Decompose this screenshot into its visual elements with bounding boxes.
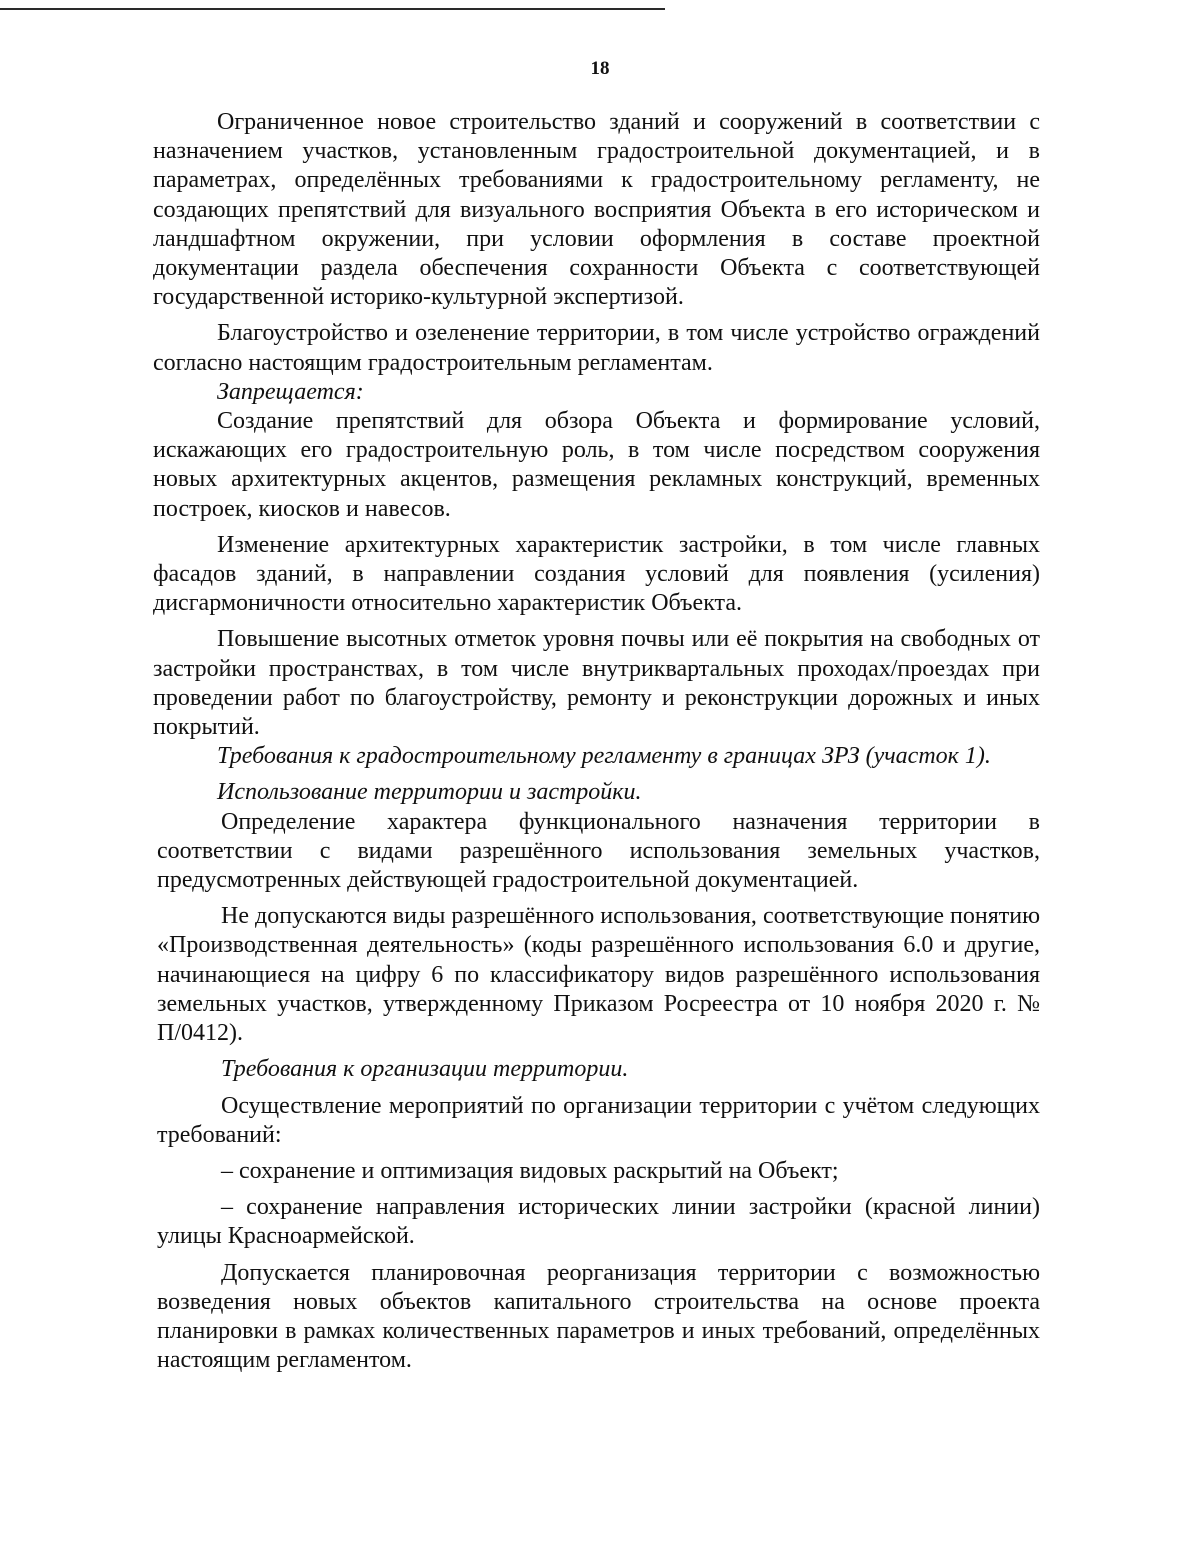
heading-zrz-requirements: Требования к градостроительному регламенту в границах ЗРЗ (участок 1).	[217, 743, 991, 770]
heading-organization: Требования к организации территории.	[221, 1056, 629, 1083]
heading-prohibited: Запрещается:	[217, 378, 364, 405]
paragraph-reorganization: Допускается планировочная реорганизация территории с возможностью возведения новых объектов капитального строительства на основе проекта планировки в рамках количественных параметров и иных требований, определённых настоящим регламентом.	[157, 1259, 1040, 1374]
paragraph-architecture-change: Изменение архитектурных характеристик застройки, в том числе главных фасадов зданий, в направлении создания условий для появления (усиления) дисгармоничности относительно характеристик Объекта.	[153, 531, 1040, 617]
document-body	[153, 108, 1040, 1375]
list-item-red-line: – сохранение направления исторических линии застройки (красной линии) улицы Красноармейской.	[157, 1194, 1040, 1250]
heading-territory-use: Использование территории и застройки.	[217, 779, 642, 806]
lower-section	[157, 808, 1040, 1376]
paragraph-measures: Осуществление мероприятий по организации территории с учётом следующих требований:	[157, 1092, 1040, 1148]
paragraph-construction: Ограниченное новое строительство зданий и сооружений в соответствии с назначением участков, установленным градостроительной документацией, и в параметрах, определённых требованиями к градостроительному регламенту, не создающих препятствий для визуального восприятия Объекта в его историческом и ландшафтном окружении, при условии оформления в составе проектной документации раздела обеспечения сохранности Объекта с соответствующей государственной историко-культурной экспертизой.	[153, 109, 1040, 311]
paragraph-obstruction: Создание препятствий для обзора Объекта и формирование условий, искажающих его градостроительную роль, в том числе посредством сооружения новых архитектурных акцентов, размещения рекламных конструкций, временных построек, киосков и навесов.	[153, 408, 1040, 522]
list-item-view-preservation: – сохранение и оптимизация видовых раскрытий на Объект;	[221, 1157, 839, 1184]
paragraph-elevation: Повышение высотных отметок уровня почвы или её покрытия на свободных от застройки пространствах, в том числе внутриквартальных проходах/проездах при проведении работ по благоустройству, ремонту и реконструкции дорожных и иных покрытий.	[153, 626, 1040, 741]
paragraph-not-allowed: Не допускаются виды разрешённого использования, соответствующие понятию «Производственная деятельность» (коды разрешённого использования 6.0 и другие, начинающиеся на цифру 6 по классификатору видов разрешённого использования земельных участков, утвержденному Приказом Росреестра от 10 ноября 2020 г. № П/0412).	[157, 903, 1040, 1047]
page-number: 18	[590, 58, 610, 79]
scan-edge-line	[0, 8, 665, 10]
paragraph-functional-purpose: Определение характера функционального назначения территории в соответствии с видами разрешённого использования земельных участков, предусмотренных действующей градостроительной документацией.	[157, 808, 1040, 894]
paragraph-landscaping: Благоустройство и озеленение территории, в том числе устройство ограждений согласно настоящим градостроительным регламентам.	[153, 320, 1040, 376]
